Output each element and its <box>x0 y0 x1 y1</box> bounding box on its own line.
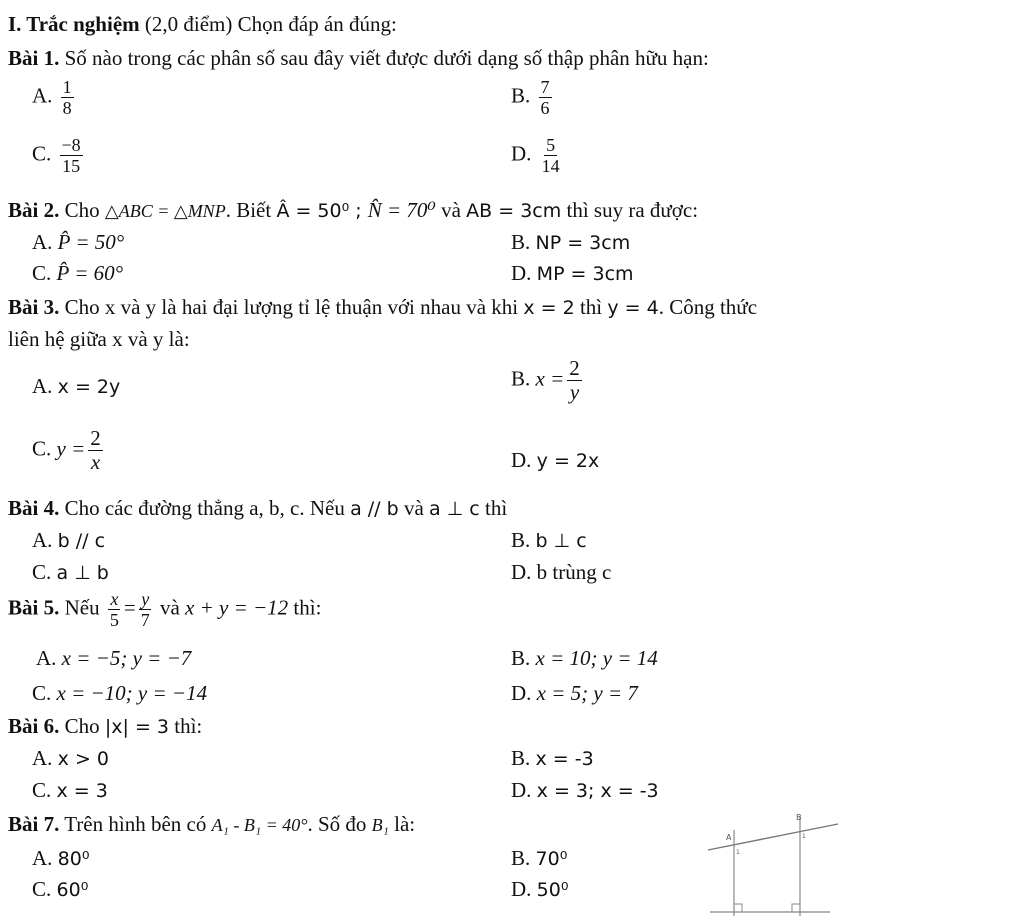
fraction <box>539 78 552 117</box>
q1-text: Số nào trong các phân số sau đây viết được dưới dạng số thập phân hữu hạn: <box>59 46 709 70</box>
option-letter: A. <box>32 846 53 870</box>
numerator: 5 <box>546 135 556 155</box>
q4-label: Bài 4. <box>8 496 60 520</box>
q4-text: thì <box>479 496 508 520</box>
option-letter: B. <box>511 646 531 670</box>
question-5 <box>8 590 321 629</box>
q3-y-value: y = 4 <box>607 297 659 319</box>
option-value: b ⊥ c <box>535 530 587 552</box>
option-letter: C. <box>32 681 52 705</box>
option-letter: A. <box>32 746 53 770</box>
option-letter: A. <box>32 230 53 254</box>
option-value: x = 3 <box>56 780 108 802</box>
denominator: 6 <box>540 98 550 118</box>
section-header <box>8 12 397 37</box>
q2-option-d[interactable] <box>511 261 634 286</box>
option-value: x = 5; y = 7 <box>536 681 638 705</box>
option-letter: B. <box>511 83 531 108</box>
q2-text: thì suy ra được: <box>561 198 699 222</box>
question-7 <box>8 812 415 837</box>
option-letter: C. <box>32 560 52 584</box>
option-letter: B. <box>511 366 531 391</box>
angle-b1-label: 1 <box>802 833 806 840</box>
q5-sum: x + y = −12 <box>185 595 289 620</box>
q7-text: là: <box>388 812 416 836</box>
option-letter: D. <box>511 560 532 584</box>
q5-text: Nếu <box>59 595 105 620</box>
q5-option-c[interactable] <box>32 681 207 706</box>
q2-label: Bài 2. <box>8 198 60 222</box>
q5-option-a[interactable] <box>36 646 191 671</box>
option-letter: C. <box>32 261 52 285</box>
q6-option-d[interactable] <box>511 778 659 803</box>
q3-x-value: x = 2 <box>523 297 575 319</box>
numerator: −8 <box>61 135 81 155</box>
q3-text-line2: liên hệ giữa x và y là: <box>8 327 190 351</box>
option-value: y = 2x <box>536 450 600 472</box>
option-value: b // c <box>57 530 106 552</box>
q6-option-c[interactable] <box>32 778 108 803</box>
q4-option-d[interactable] <box>511 560 611 585</box>
option-value: MP = 3cm <box>536 263 634 285</box>
option-lhs: y = <box>56 436 86 461</box>
numerator: 2 <box>90 426 101 450</box>
option-value: x = −5; y = −7 <box>61 646 192 670</box>
q5-option-d[interactable] <box>511 681 638 706</box>
option-letter: A. <box>36 646 57 670</box>
denominator: 14 <box>541 156 560 176</box>
q2-text: . Biết <box>225 198 277 222</box>
q3-text: Cho x và y là hai đại lượng tỉ lệ thuận với nhau và khi <box>59 295 524 319</box>
q3-text: thì <box>574 295 608 319</box>
fraction <box>540 136 562 175</box>
option-letter: B. <box>511 846 531 870</box>
option-value: x = 3; x = -3 <box>536 780 659 802</box>
q4-relation: a ⊥ c <box>429 498 480 520</box>
option-value: 50⁰ <box>536 879 569 901</box>
q2-angle-a: Â = 50⁰ ; <box>276 200 368 222</box>
option-value: NP = 3cm <box>535 232 631 254</box>
q7-option-d[interactable] <box>511 877 568 902</box>
equals-sign: = <box>123 595 136 620</box>
q3-option-a[interactable] <box>32 374 120 399</box>
question-6 <box>8 714 202 739</box>
q2-option-b[interactable] <box>511 230 630 255</box>
q5-text: và <box>154 595 186 620</box>
numerator: 7 <box>540 77 550 97</box>
option-letter: C. <box>32 141 52 166</box>
question-4 <box>8 496 507 521</box>
q1-option-a[interactable] <box>32 78 77 117</box>
q7-option-b[interactable] <box>511 846 567 871</box>
option-value: x > 0 <box>57 748 110 770</box>
option-letter: D. <box>511 448 532 472</box>
fraction <box>567 358 582 403</box>
option-value: a ⊥ b <box>56 562 109 584</box>
option-value: P̂ = 60° <box>56 261 124 285</box>
question-3 <box>8 295 757 320</box>
q7-text: Trên hình bên có <box>59 812 212 836</box>
option-letter: D. <box>511 877 532 901</box>
option-value: 60⁰ <box>56 879 89 901</box>
option-letter: D. <box>511 778 532 802</box>
q4-option-b[interactable] <box>511 528 587 553</box>
fraction <box>108 590 121 629</box>
q7-expression: A₁ - B₁ = 40° <box>211 815 308 835</box>
option-letter: B. <box>511 528 531 552</box>
q2-congruence: △ABC = △MNP <box>104 201 226 221</box>
q2-option-c[interactable] <box>32 261 123 286</box>
q7-angle-b1: B₁ <box>371 815 389 835</box>
q7-option-a[interactable] <box>32 846 89 871</box>
q6-option-a[interactable] <box>32 746 109 771</box>
q3-label: Bài 3. <box>8 295 60 319</box>
q6-text: thì: <box>169 714 203 738</box>
q2-text: và <box>435 198 467 222</box>
question-1 <box>8 46 709 71</box>
option-letter: D. <box>511 141 532 166</box>
option-letter: C. <box>32 778 52 802</box>
numerator: x <box>110 589 119 609</box>
fraction <box>88 428 103 473</box>
option-value: 70⁰ <box>535 848 568 870</box>
q4-option-a[interactable] <box>32 528 105 553</box>
numerator: 1 <box>62 77 72 97</box>
denominator: 7 <box>140 610 150 630</box>
q3-option-d[interactable] <box>511 448 599 473</box>
q5-text: thì: <box>288 595 322 620</box>
q1-option-c[interactable] <box>32 136 86 175</box>
question-2 <box>8 198 698 223</box>
option-value: x = -3 <box>535 748 594 770</box>
option-letter: D. <box>511 681 532 705</box>
option-letter: D. <box>511 261 532 285</box>
fraction <box>60 136 83 175</box>
numerator: 2 <box>569 356 580 380</box>
option-letter: A. <box>32 83 53 108</box>
section-title: I. Trắc nghiệm <box>8 12 140 36</box>
q2-angle-n: N̂ = 70⁰ <box>367 198 436 222</box>
q4-relation: a // b <box>350 498 399 520</box>
denominator: x <box>90 450 101 474</box>
option-lhs: x = <box>535 366 565 391</box>
fraction <box>139 590 152 629</box>
q2-option-a[interactable] <box>32 230 124 255</box>
option-letter: C. <box>32 436 52 461</box>
numerator: y <box>141 589 150 609</box>
q5-label: Bài 5. <box>8 595 60 620</box>
fraction <box>61 78 74 117</box>
option-letter: C. <box>32 877 52 901</box>
q3-option-b[interactable] <box>511 358 585 403</box>
point-a-label: A <box>726 833 732 842</box>
option-value: x = 10; y = 14 <box>535 646 658 670</box>
q1-option-d[interactable] <box>511 136 565 175</box>
option-letter: B. <box>511 230 531 254</box>
q6-absolute-value: |x| = 3 <box>104 716 169 738</box>
right-angle-mark-b <box>792 904 800 912</box>
denominator: y <box>569 380 580 404</box>
q4-option-c[interactable] <box>32 560 109 585</box>
q6-label: Bài 6. <box>8 714 60 738</box>
right-angle-mark-a <box>734 904 742 912</box>
option-value: P̂ = 50° <box>57 230 125 254</box>
q7-figure <box>700 808 850 922</box>
q7-text: . Số đo <box>307 812 372 836</box>
q3-text: . Công thức <box>658 295 758 319</box>
denominator: 15 <box>62 156 81 176</box>
option-value: 80⁰ <box>57 848 90 870</box>
angle-a1-label: 1 <box>736 849 740 856</box>
q5-option-b[interactable] <box>511 646 658 671</box>
q3-option-c[interactable] <box>32 428 106 473</box>
q4-text: và <box>398 496 430 520</box>
denominator: 8 <box>62 98 72 118</box>
q1-label: Bài 1. <box>8 46 60 70</box>
option-value: b trùng c <box>536 560 612 584</box>
q2-ab: AB = 3cm <box>466 200 562 222</box>
q4-text: Cho các đường thẳng a, b, c. Nếu <box>59 496 351 520</box>
q7-label: Bài 7. <box>8 812 60 836</box>
option-value: x = 2y <box>57 376 121 398</box>
option-letter: A. <box>32 528 53 552</box>
q1-option-b[interactable] <box>511 78 555 117</box>
q2-text: Cho <box>59 198 105 222</box>
option-letter: A. <box>32 374 53 398</box>
point-b-label: B <box>796 813 802 822</box>
option-value: x = −10; y = −14 <box>56 681 208 705</box>
q7-option-c[interactable] <box>32 877 88 902</box>
q6-text: Cho <box>59 714 105 738</box>
q6-option-b[interactable] <box>511 746 594 771</box>
section-subtitle: (2,0 điểm) Chọn đáp án đúng: <box>139 12 397 36</box>
denominator: 5 <box>109 610 119 630</box>
option-letter: B. <box>511 746 531 770</box>
